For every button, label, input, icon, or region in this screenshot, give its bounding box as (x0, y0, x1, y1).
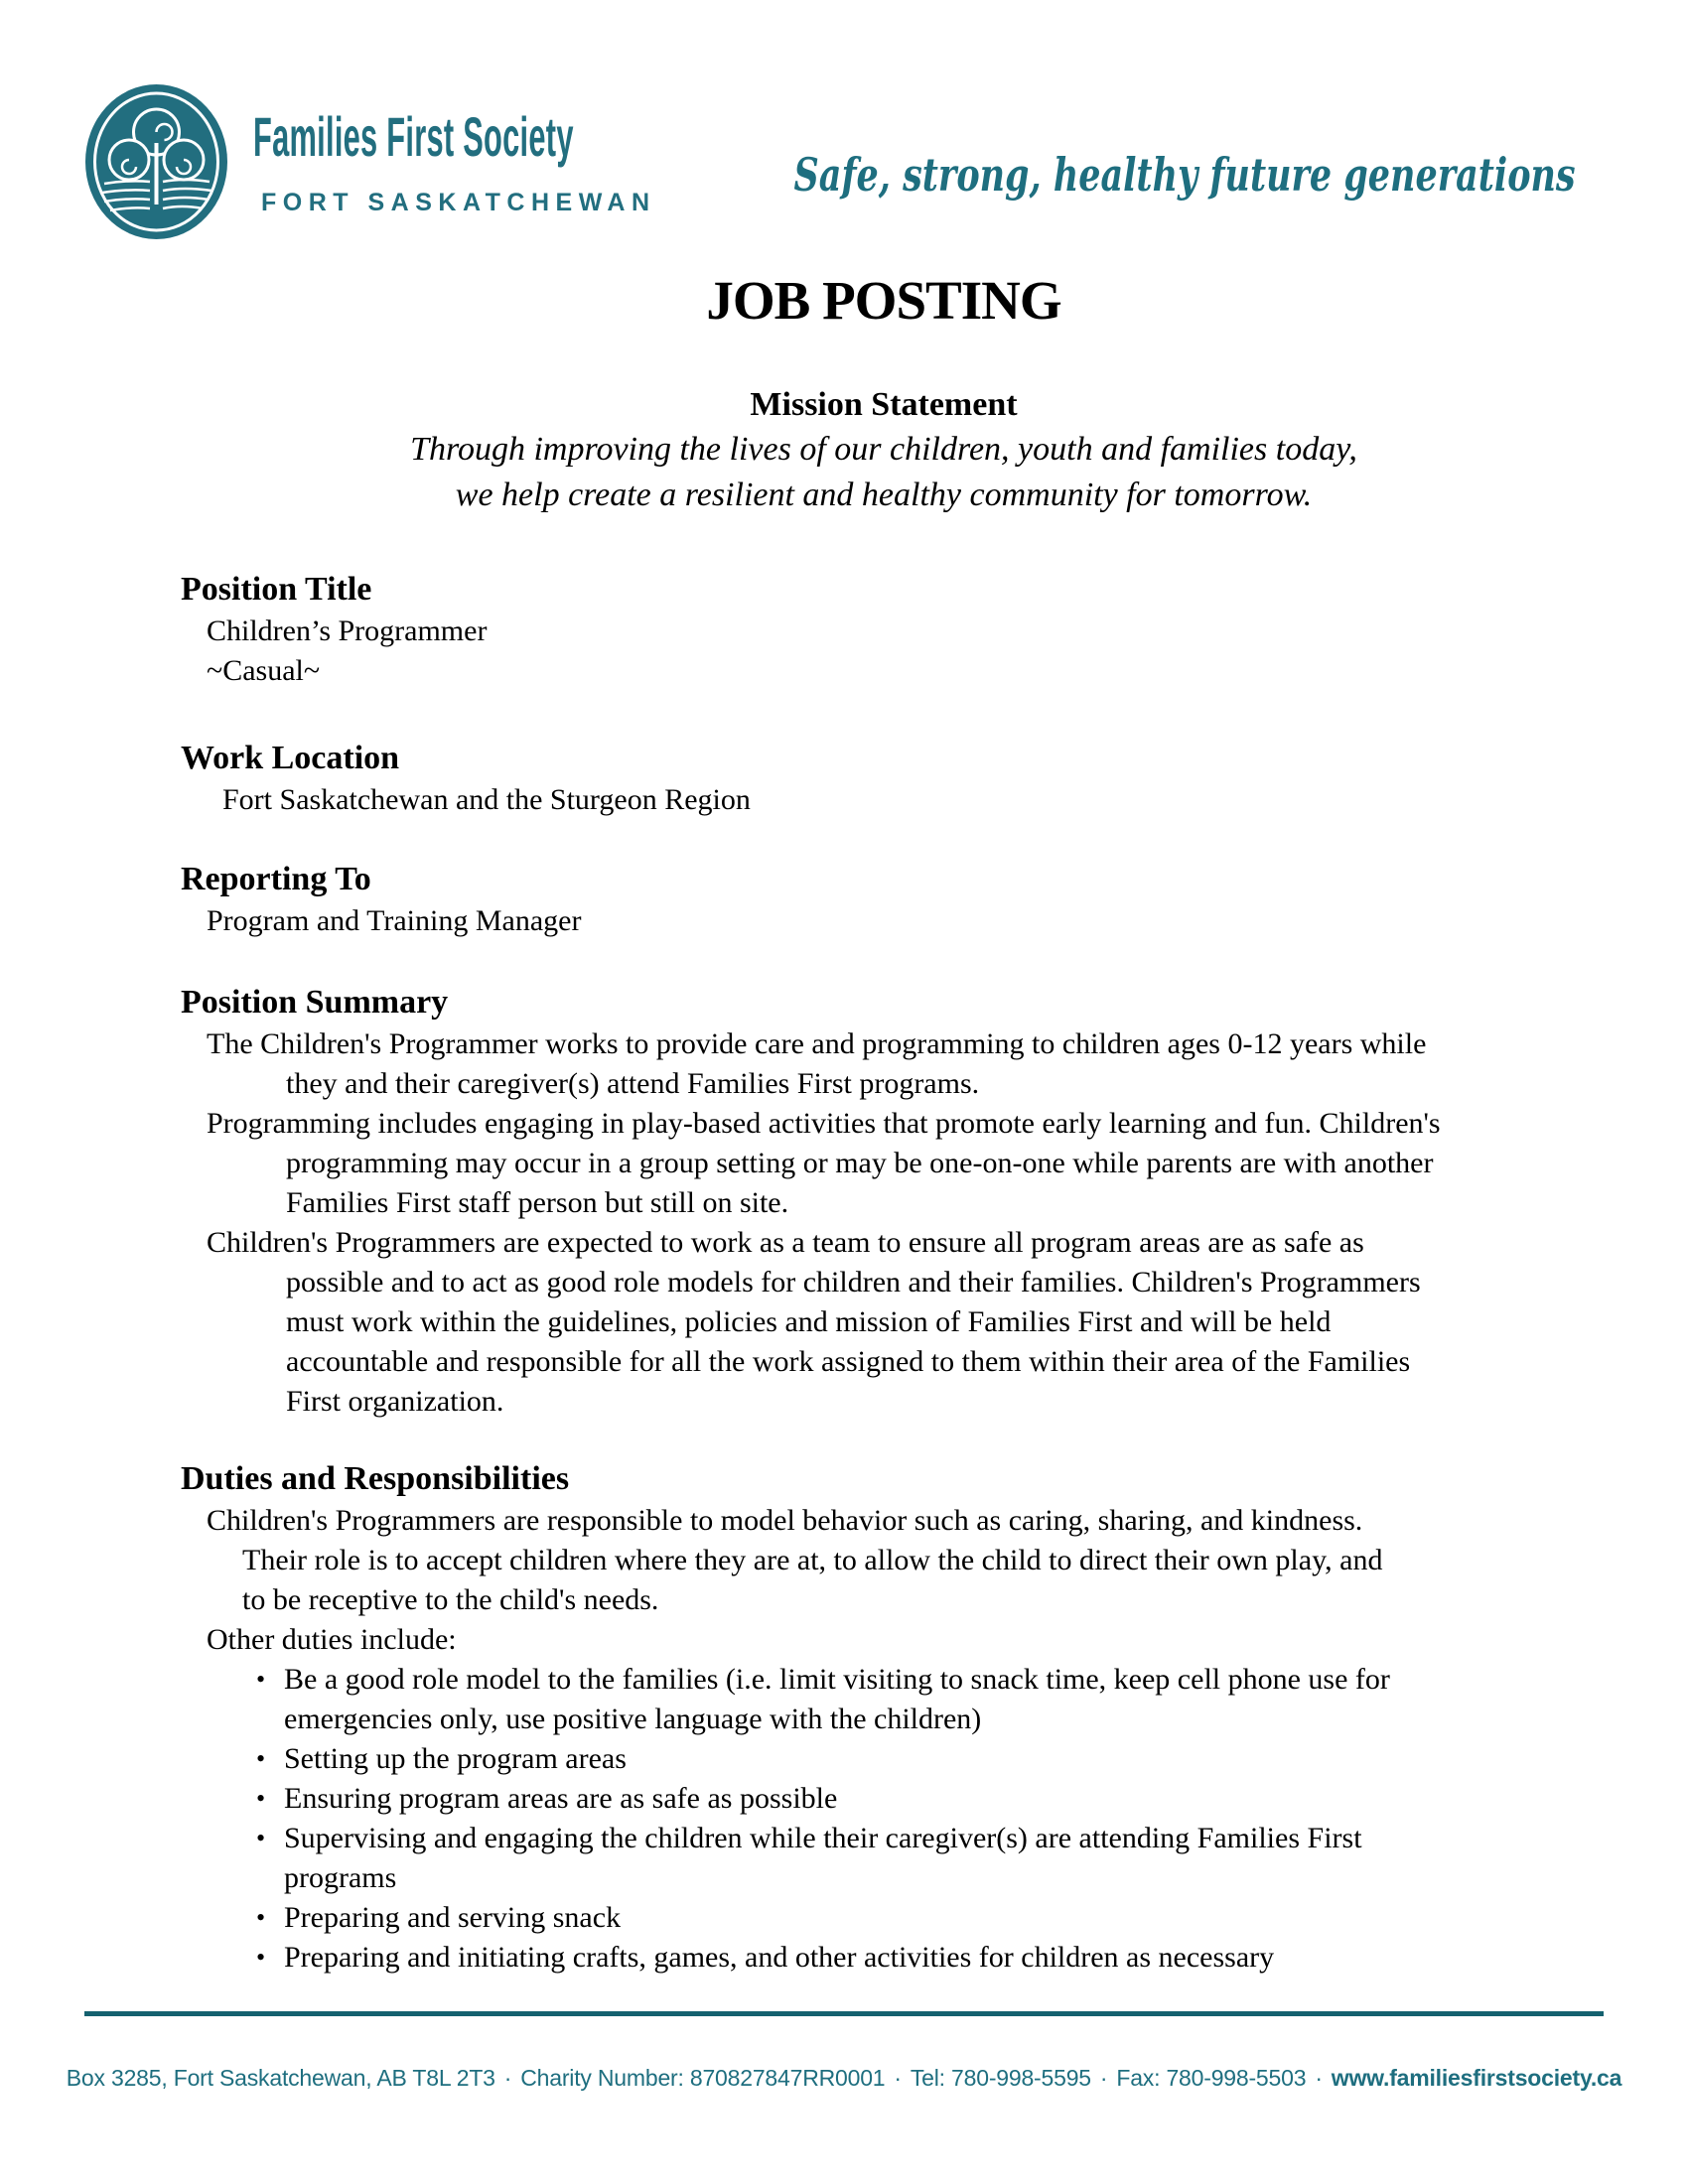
bullet-line: • Ensuring program areas are as safe as possible (284, 1782, 838, 1815)
paragraph-line: accountable and responsible for all the work assigned to them within their area of the Families (286, 1345, 1411, 1378)
mission-heading: Mission Statement (750, 386, 1018, 423)
section-heading: Duties and Responsibilities (181, 1460, 570, 1497)
paragraph-line: The Children's Programmer works to provide care and programming to children ages 0-12 years while (207, 1027, 1427, 1060)
page-title: JOB POSTING (706, 270, 1061, 331)
section-work-location (181, 737, 1604, 820)
section-duties (181, 1457, 1604, 1978)
section-reporting-to (181, 858, 1604, 941)
duty-list-item (254, 1660, 1604, 1739)
footer (0, 2063, 1688, 2093)
footer-telephone: Tel: 780-998-5595 (910, 2065, 1091, 2091)
mission-statement-line-1: Through improving the lives of our children, youth and families today, (410, 431, 1357, 468)
paragraph-line: programming may occur in a group setting or may be one-on-one while parents are with another (286, 1147, 1434, 1179)
org-name: Families First Society (253, 105, 574, 168)
section-heading: Reporting To (181, 861, 371, 897)
footer-website-link[interactable]: www.familiesfirstsociety.ca (1331, 2065, 1622, 2091)
duty-list-item (254, 1819, 1604, 1898)
paragraph-line: Children's Programmers are expected to work as a team to ensure all program areas are as safe as (207, 1226, 1364, 1259)
duty-list-item (254, 1898, 1604, 1938)
bullet-line: • Be a good role model to the families (i.e. limit visiting to snack time, keep cell phone use for (284, 1663, 1390, 1696)
paragraph-line: Their role is to accept children where they are at, to allow the child to direct their own play, and (242, 1544, 1383, 1576)
paragraph-line: First organization. (286, 1385, 504, 1418)
footer-address: Box 3285, Fort Saskatchewan, AB T8L 2T3 (66, 2065, 495, 2091)
footer-separator: · (503, 2065, 512, 2091)
page-header (0, 0, 1688, 258)
paragraph-line: they and their caregiver(s) attend Families First programs. (286, 1067, 980, 1100)
paragraph-line: must work within the guidelines, policies and mission of Families First and will be held (286, 1305, 1332, 1338)
bullet-line: • Preparing and serving snack (284, 1901, 622, 1934)
mission-statement-line-2: we help create a resilient and healthy community for tomorrow. (455, 477, 1313, 513)
position-title-value: Children’s Programmer (207, 614, 488, 647)
tree-clover-logo-icon (84, 83, 228, 240)
document-body (181, 568, 1604, 1978)
work-location-value: Fort Saskatchewan and the Sturgeon Region (222, 783, 751, 816)
footer-separator: · (1315, 2065, 1323, 2091)
summary-paragraph (207, 1223, 1604, 1422)
other-duties-label: Other duties include: (207, 1623, 457, 1656)
bullet-line: • Setting up the program areas (284, 1742, 627, 1775)
section-heading: Work Location (181, 740, 400, 776)
org-location: FORT SASKATCHEWAN (261, 189, 656, 216)
paragraph-line: possible and to act as good role models for children and their families. Children's Programmers (286, 1266, 1421, 1298)
org-tagline: Safe, strong, healthy future generations (793, 148, 1576, 202)
section-position-title (181, 568, 1604, 691)
section-heading: Position Summary (181, 984, 449, 1021)
title-block (0, 270, 1688, 518)
section-position-summary (181, 981, 1604, 1422)
paragraph-line: Programming includes engaging in play-based activities that promote early learning and fun. Children's (207, 1107, 1441, 1140)
footer-separator: · (894, 2065, 902, 2091)
footer-fax: Fax: 780-998-5503 (1116, 2065, 1307, 2091)
section-heading: Position Title (181, 571, 372, 608)
bullet-line: • Supervising and engaging the children while their caregiver(s) are attending Families First (284, 1822, 1362, 1854)
position-type-value: ~Casual~ (207, 654, 321, 687)
bullet-line: • Preparing and initiating crafts, games, and other activities for children as necessary (284, 1941, 1275, 1974)
duty-list-item (254, 1938, 1604, 1978)
footer-separator: · (1099, 2065, 1108, 2091)
paragraph-line: to be receptive to the child's needs. (242, 1583, 659, 1616)
footer-divider (84, 2011, 1604, 2016)
summary-paragraph (207, 1024, 1604, 1104)
bullet-line: programs (284, 1861, 397, 1894)
duty-list-item (254, 1739, 1604, 1779)
paragraph-line: Families First staff person but still on site. (286, 1186, 789, 1219)
duty-list-item (254, 1779, 1604, 1819)
bullet-line: emergencies only, use positive language with the children) (284, 1703, 982, 1735)
reporting-to-value: Program and Training Manager (207, 904, 582, 937)
footer-charity-number: Charity Number: 870827847RR0001 (520, 2065, 886, 2091)
paragraph-line: Children's Programmers are responsible to model behavior such as caring, sharing, and kindness. (207, 1504, 1363, 1537)
summary-paragraph (207, 1104, 1604, 1223)
duties-intro-paragraph (207, 1501, 1604, 1620)
